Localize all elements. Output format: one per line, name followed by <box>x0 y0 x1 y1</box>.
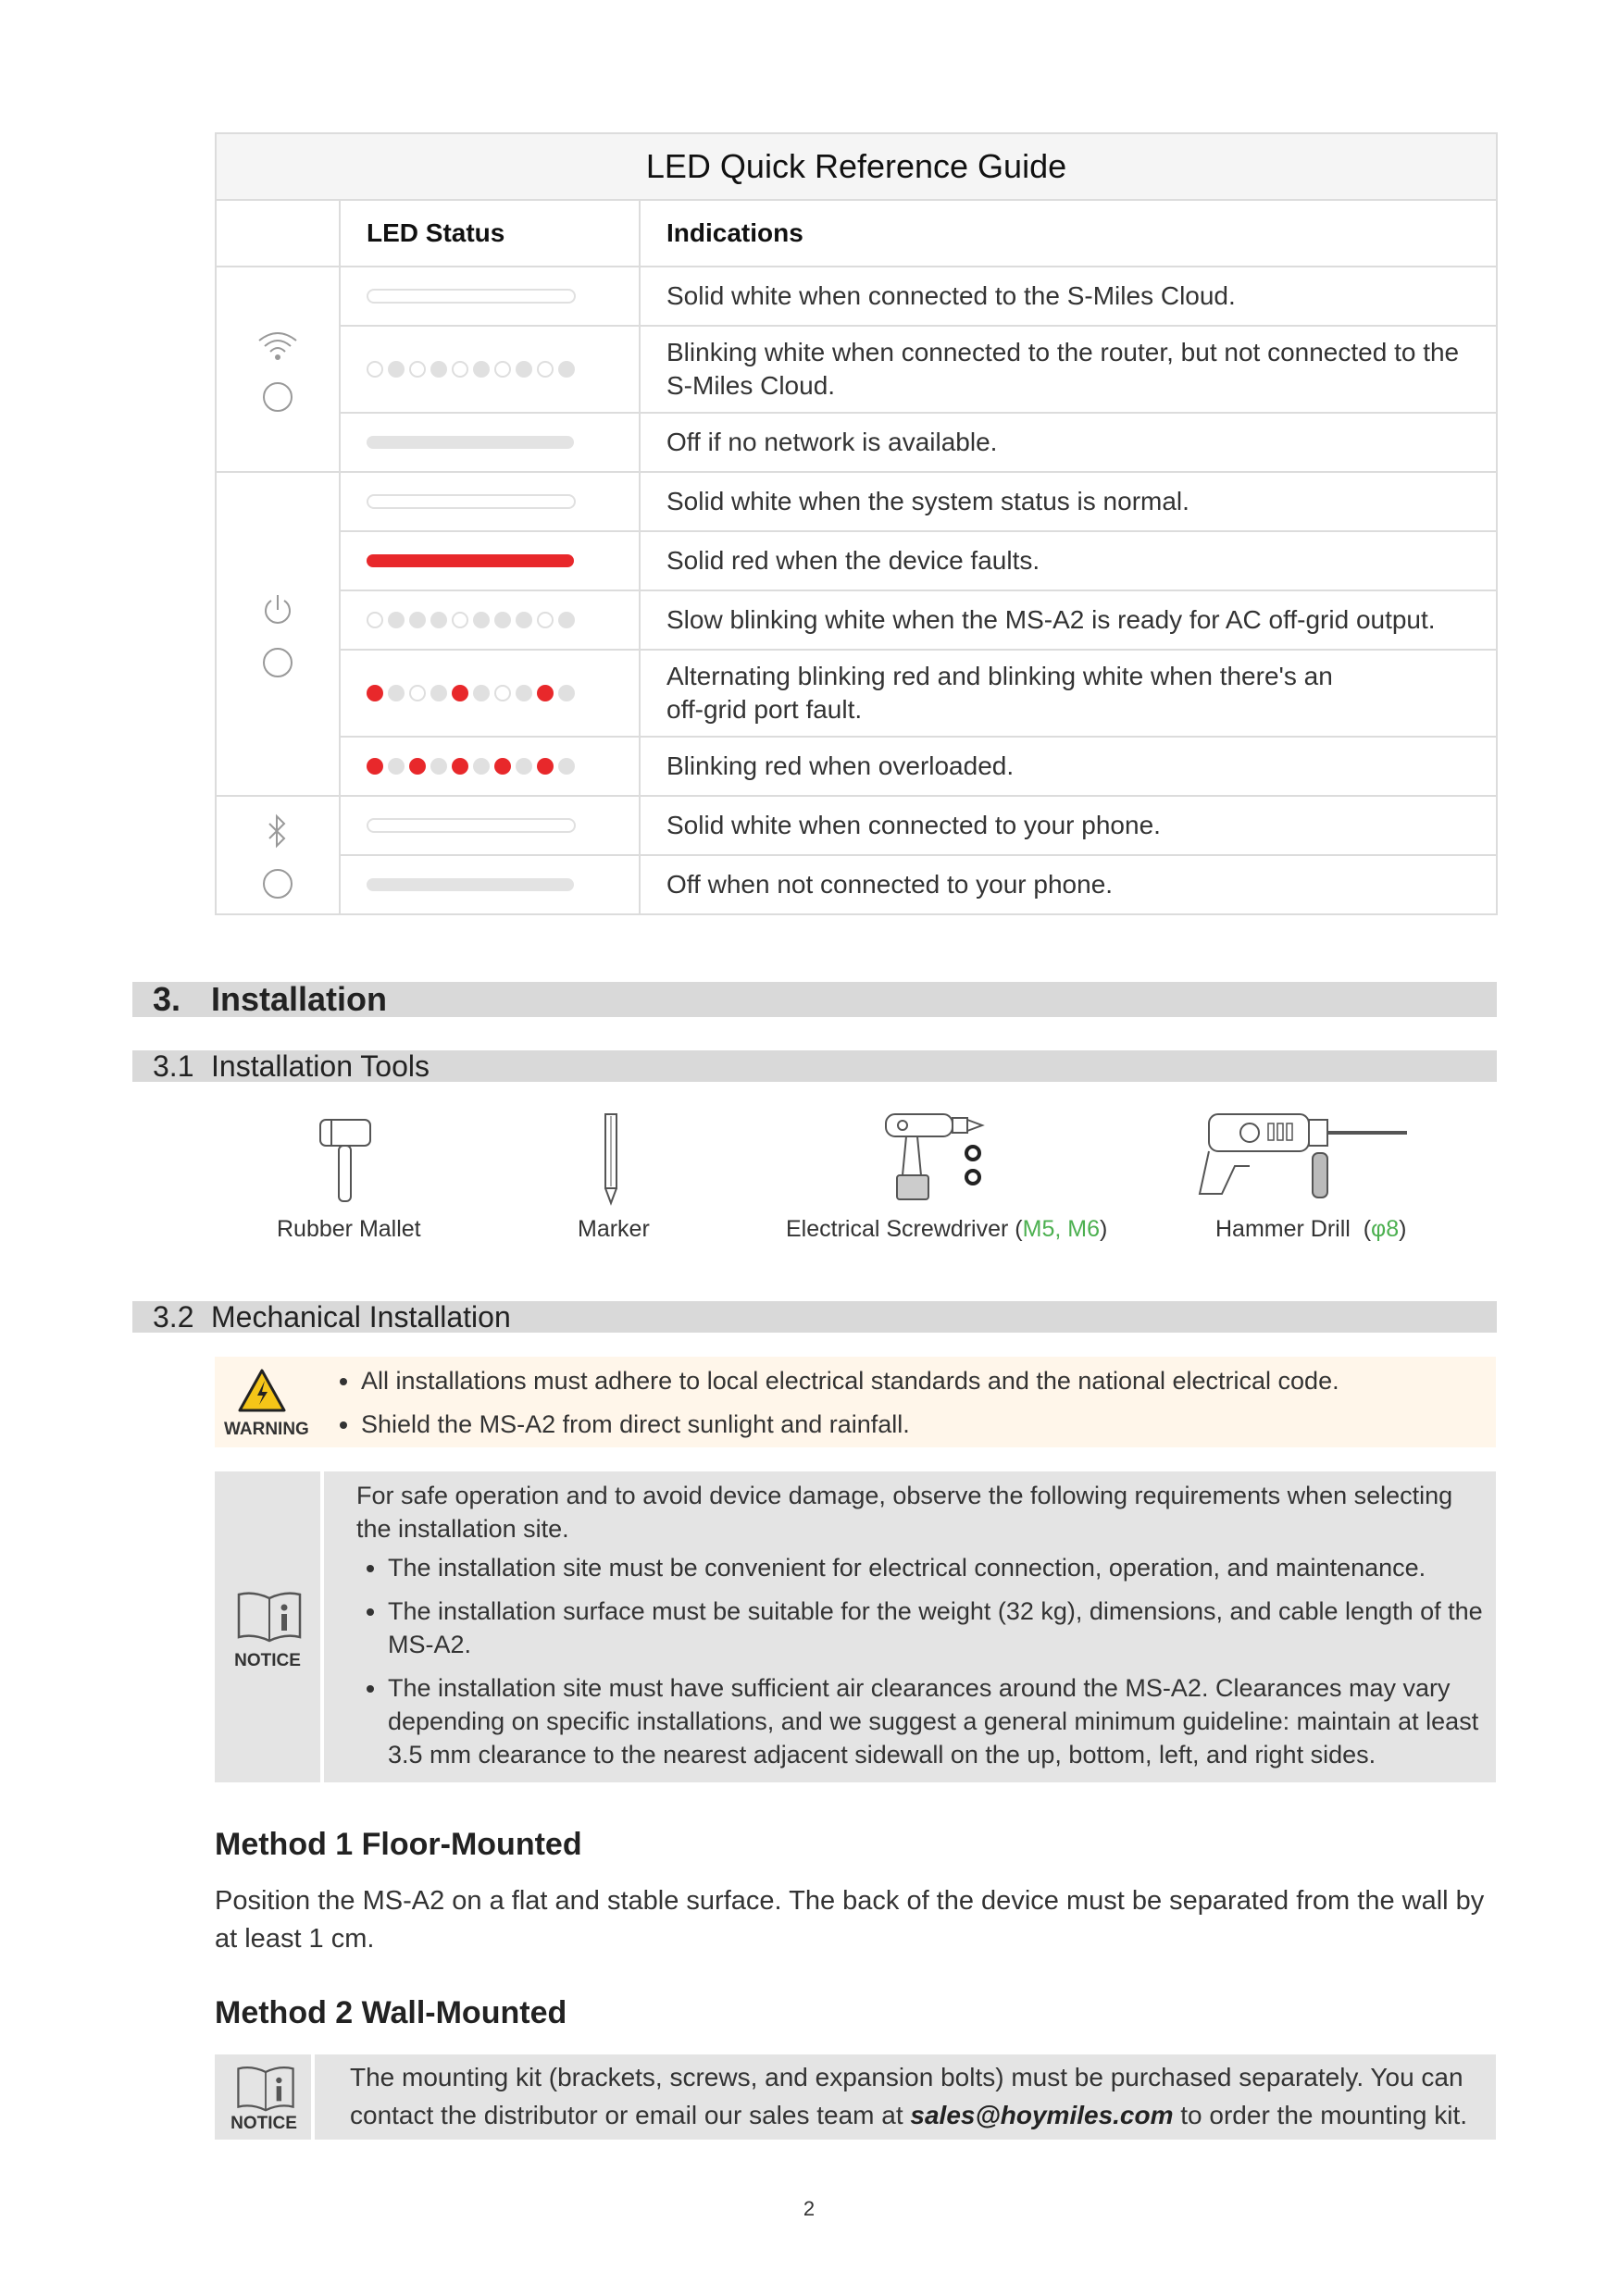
section-heading-installation: 3. Installation <box>132 982 1497 1017</box>
led-indicator-icon <box>263 382 293 412</box>
section-heading-installation-tools: 3.1 Installation Tools <box>132 1050 1497 1082</box>
indication-text: Solid white when connected to the S-Miles Cloud. <box>640 267 1497 326</box>
led-pattern <box>340 472 640 531</box>
manual-info-icon <box>233 2064 298 2112</box>
list-item: • Shield the MS-A2 from direct sunlight and rainfall. <box>361 1408 1509 1441</box>
bluetooth-icon <box>264 813 292 850</box>
rubber-mallet-icon <box>313 1111 378 1207</box>
indication-text: Off if no network is available. <box>640 413 1497 472</box>
notice-box-mounting-kit <box>215 2054 1496 2140</box>
col-indications: Indications <box>640 200 1497 267</box>
list-item: • The installation surface must be suitable for the weight (32 kg), dimensions, and cable length of the MS-A2. <box>388 1595 1517 1661</box>
tool-label-mallet: Rubber Mallet <box>277 1216 421 1242</box>
indication-text: Solid white when the system status is normal. <box>640 472 1497 531</box>
col-led-status: LED Status <box>340 200 640 267</box>
warning-box <box>215 1357 1496 1447</box>
section-heading-mechanical-installation: 3.2 Mechanical Installation <box>132 1301 1497 1333</box>
bluetooth-led-cell <box>216 796 340 914</box>
indication-text: Blinking white when connected to the router, but not connected to the S-Miles Cloud. <box>640 326 1497 413</box>
notice-label: NOTICE <box>234 1651 301 1670</box>
list-item: • All installations must adhere to local electrical standards and the national electrical code. <box>361 1364 1509 1397</box>
led-pattern <box>340 326 640 413</box>
sales-email-link[interactable]: sales@hoymiles.com <box>910 2101 1174 2129</box>
wifi-icon <box>255 328 301 365</box>
list-item: • The installation site must have sufficient air clearances around the MS-A2. Clearances may vary depending on specific installations, and we suggest a general minimum guideline: maintain at least 3.5 mm clearance to the nearest adjacent sidewall on the up, bottom, left, and right sides. <box>388 1671 1517 1771</box>
manual-info-icon <box>235 1589 304 1643</box>
led-reference-table <box>215 132 1498 915</box>
indication-text: Off when not connected to your phone. <box>640 855 1497 914</box>
electrical-screwdriver-icon <box>884 1111 995 1207</box>
led-indicator-icon <box>263 869 293 899</box>
led-indicator-icon <box>263 648 293 677</box>
warning-list <box>333 1364 1509 1441</box>
hammer-drill-icon <box>1194 1111 1409 1207</box>
indication-text: Blinking red when overloaded. <box>640 737 1497 796</box>
table-title: LED Quick Reference Guide <box>216 133 1497 200</box>
led-pattern <box>340 855 640 914</box>
indication-text: Solid white when connected to your phone. <box>640 796 1497 855</box>
tool-label-screwdriver: Electrical Screwdriver (M5, M6) <box>786 1216 1108 1242</box>
indication-text: Solid red when the device faults. <box>640 531 1497 590</box>
led-pattern <box>340 796 640 855</box>
method1-text: Position the MS-A2 on a flat and stable surface. The back of the device must be separated from the wall by at least 1 cm. <box>215 1886 1485 1954</box>
indication-text: Alternating blinking red and blinking white when there's an off-grid port fault. <box>640 650 1497 737</box>
notice-label: NOTICE <box>230 2114 297 2133</box>
led-pattern <box>340 650 640 737</box>
notice-intro: For safe operation and to avoid device damage, observe the following requirements when selecting the installation site. <box>356 1482 1453 1543</box>
led-pattern <box>340 531 640 590</box>
power-icon <box>259 591 296 628</box>
notice-text: The mounting kit (brackets, screws, and expansion bolts) must be purchased separately. You can contact the distributor or email our sales team at sales@hoymiles.com to order the mounting kit. <box>350 2063 1468 2129</box>
tool-label-marker: Marker <box>578 1216 650 1242</box>
tool-label-hammer-drill: Hammer Drill (φ8) <box>1215 1216 1407 1242</box>
marker-icon <box>600 1111 622 1207</box>
led-pattern <box>340 267 640 326</box>
warning-label: WARNING <box>224 1420 309 1439</box>
led-pattern <box>340 737 640 796</box>
method1-heading: Method 1 Floor-Mounted <box>215 1827 582 1862</box>
page-number: 2 <box>803 2197 816 2220</box>
notice-list <box>360 1551 1517 1771</box>
network-led-cell <box>216 267 340 472</box>
list-item: • The installation site must be convenient for electrical connection, operation, and maintenance. <box>388 1551 1517 1584</box>
led-pattern <box>340 413 640 472</box>
indication-text: Slow blinking white when the MS-A2 is ready for AC off-grid output. <box>640 590 1497 650</box>
warning-icon <box>237 1368 287 1414</box>
method2-heading: Method 2 Wall-Mounted <box>215 1995 567 2030</box>
led-pattern <box>340 590 640 650</box>
notice-box <box>215 1471 1496 1782</box>
system-led-cell <box>216 472 340 796</box>
